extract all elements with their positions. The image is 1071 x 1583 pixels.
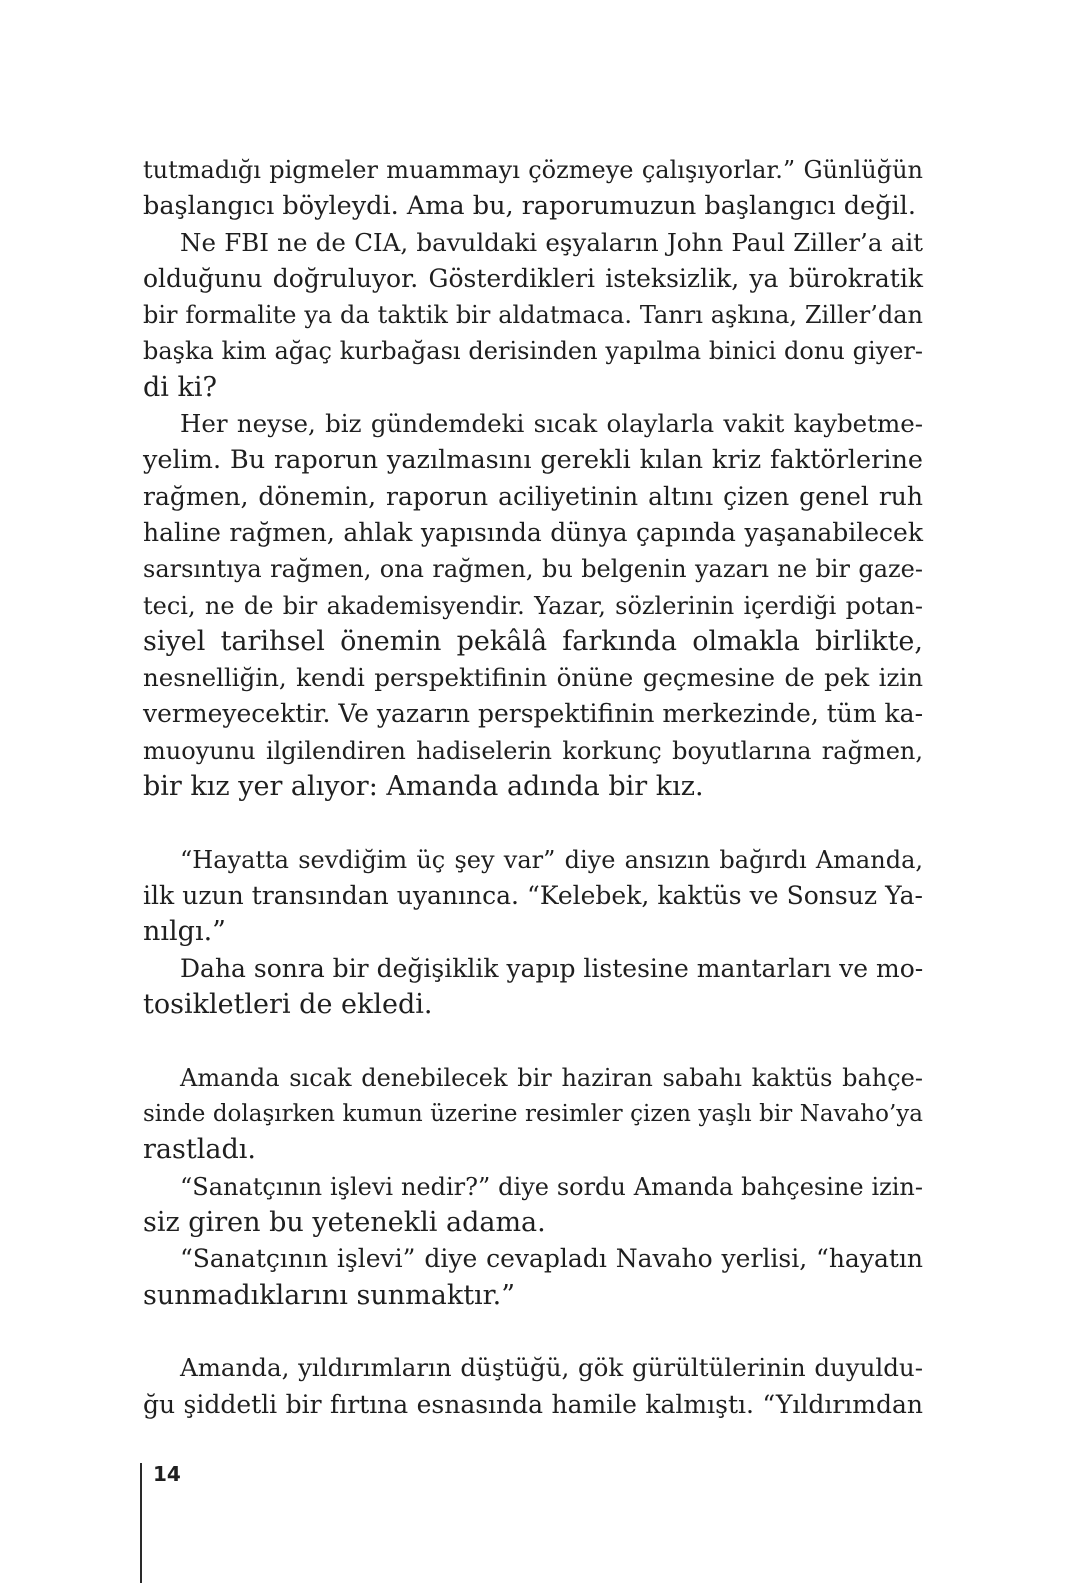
- paragraph: [143, 1060, 923, 1169]
- text-line: olduğunu doğruluyor. Gösterdikleri isteksizlik, ya bürokratik: [143, 263, 923, 293]
- text-line: muoyunu ilgilendiren hadiselerin korkunç boyutlarına rağmen,: [143, 736, 923, 765]
- paragraph: [143, 1241, 923, 1314]
- text-line: teci, ne de bir akademisyendir. Yazar, sözlerinin içerdiği potan-: [143, 591, 923, 620]
- text-line: Ne FBI ne de CIA, bavuldaki eşyaların John Paul Ziller’a ait: [180, 227, 923, 257]
- text-line: Amanda sıcak denebilecek bir haziran sabahı kaktüs bahçe-: [180, 1063, 923, 1092]
- text-line: bir kız yer alıyor: Amanda adında bir kız.: [143, 771, 704, 803]
- paragraph: [143, 406, 923, 805]
- text-line: di ki?: [143, 371, 217, 403]
- text-line: başlangıcı böyleydi. Ama bu, raporumuzun başlangıcı değil.: [143, 191, 916, 222]
- section-break: [143, 1023, 923, 1060]
- text-line: haline rağmen, ahlak yapısında dünya çapında yaşanabilecek: [143, 517, 923, 547]
- paragraph: [143, 1350, 923, 1423]
- text-line: siyel tarihsel önemin pekâlâ farkında olmakla birlikte,: [143, 625, 923, 657]
- paragraph: [143, 951, 923, 1024]
- text-line: Amanda, yıldırımların düştüğü, gök gürültülerinin duyuldu-: [180, 1353, 923, 1383]
- text-line: rastladı.: [143, 1134, 256, 1166]
- text-line: sunmadıklarını sunmaktır.”: [143, 1279, 516, 1311]
- text-line: vermeyecektir. Ve yazarın perspektifinin merkezinde, tüm ka-: [143, 699, 924, 729]
- paragraph: [143, 152, 923, 225]
- text-line: bir formalite ya da taktik bir aldatmaca. Tanrı aşkına, Ziller’dan: [143, 301, 923, 330]
- text-line: “Sanatçının işlevi” diye cevapladı Navaho yerlisi, “hayatın: [180, 1244, 923, 1274]
- text-line: tosikletleri de ekledi.: [143, 989, 433, 1021]
- text-line: ğu şiddetli bir fırtına esnasında hamile kalmıştı. “Yıldırımdan: [143, 1389, 923, 1419]
- text-line: başka kim ağaç kurbağası derisinden yapılma binici donu giyer-: [143, 337, 923, 366]
- text-line: siz giren bu yetenekli adama.: [143, 1207, 546, 1239]
- section-break: [143, 1314, 923, 1351]
- page-number: 14: [153, 1462, 181, 1486]
- paragraph: [143, 225, 923, 406]
- folio-rule: [140, 1463, 142, 1583]
- page-body: [143, 152, 923, 1423]
- text-line: “Sanatçının işlevi nedir?” diye sordu Amanda bahçesine izin-: [180, 1172, 923, 1201]
- text-line: nılgı.”: [143, 916, 226, 948]
- text-line: tutmadığı pigmeler muammayı çözmeye çalışıyorlar.” Günlüğün: [143, 156, 923, 184]
- text-line: Her neyse, biz gündemdeki sıcak olaylarla vakit kaybetme-: [180, 409, 923, 439]
- text-line: rağmen, dönemin, raporun aciliyetinin altını çizen genel ruh: [143, 481, 923, 511]
- text-line: ilk uzun transından uyanınca. “Kelebek, kaktüs ve Sonsuz Ya-: [143, 881, 923, 911]
- paragraph: [143, 1169, 923, 1242]
- text-line: yelim. Bu raporun yazılmasını gerekli kılan kriz faktörlerine: [143, 445, 923, 476]
- section-break: [143, 805, 923, 842]
- text-line: Daha sonra bir değişiklik yapıp listesine mantarları ve mo-: [180, 953, 924, 983]
- paragraph: [143, 842, 923, 951]
- text-line: sinde dolaşırken kumun üzerine resimler çizen yaşlı bir Navaho’ya: [143, 1101, 923, 1128]
- text-line: nesnelliğin, kendi perspektifinin önüne geçmesine de pek izin: [143, 663, 923, 693]
- text-line: “Hayatta sevdiğim üç şey var” diye ansızın bağırdı Amanda,: [180, 845, 923, 874]
- text-line: sarsıntıya rağmen, ona rağmen, bu belgenin yazarı ne bir gaze-: [143, 555, 923, 584]
